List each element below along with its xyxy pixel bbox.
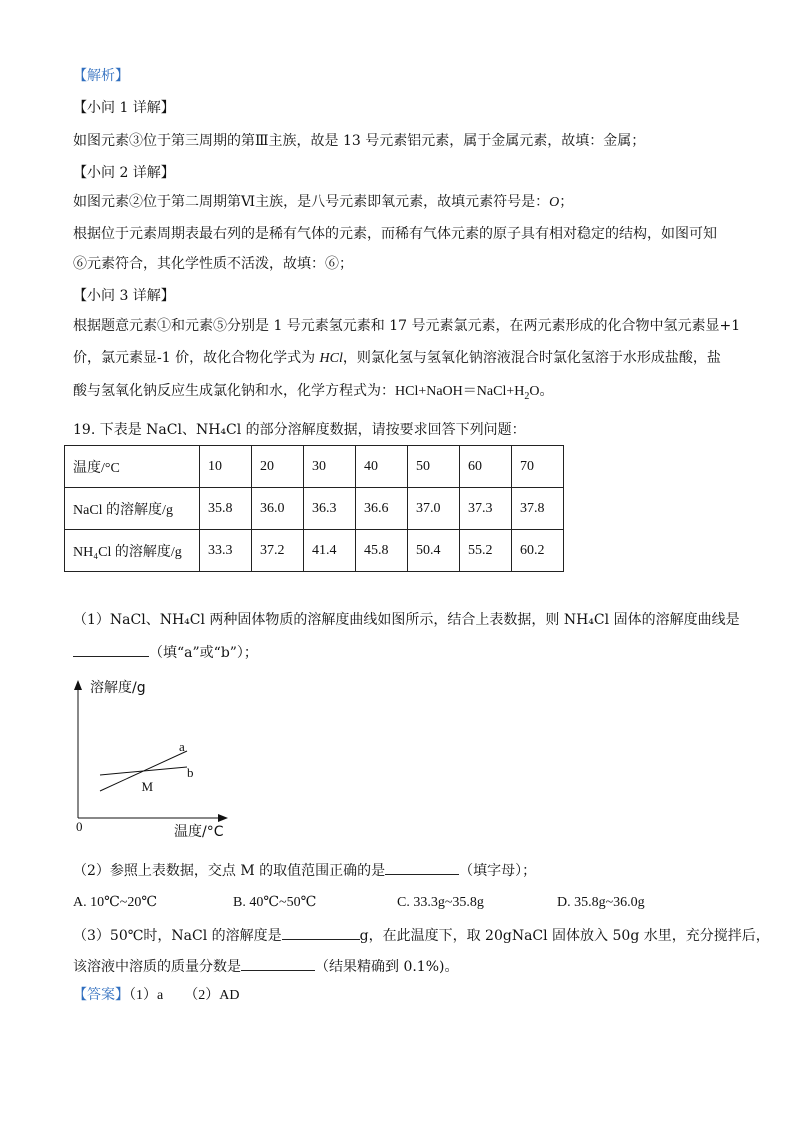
chemical-equation xyxy=(395,384,540,402)
part2-post: （填字母）； xyxy=(459,863,537,879)
table-cell: 50 xyxy=(408,446,460,488)
series-b-label: b xyxy=(187,765,194,780)
answer-text: （1）a （2）AD xyxy=(129,988,240,1003)
part1-line1: （1）NaCl、NH₄Cl 两种固体物质的溶解度曲线如图所示，结合上表数据，则 NH₄Cl 固体的溶解度曲线是 xyxy=(73,612,740,628)
table-cell: 33.3 xyxy=(200,530,252,572)
part3-line1-post: g，在此温度下，取 20gNaCl 固体放入 50g 水里，充分搅拌后， xyxy=(359,928,770,944)
table-cell: 45.8 xyxy=(356,530,408,572)
part1-line2 xyxy=(73,642,258,663)
table-cell: 37.8 xyxy=(512,488,564,530)
part2-options xyxy=(0,893,793,913)
part3-line1-pre: （3）50℃时，NaCl 的溶解度是 xyxy=(73,928,282,944)
q2-line2: 根据位于元素周期表最右列的是稀有气体的元素，而稀有气体元素的原子具有相对稳定的结构，如图可知 xyxy=(73,226,717,242)
table-cell: 36.3 xyxy=(304,488,356,530)
answer-blank[interactable] xyxy=(241,956,315,971)
part1-line2-text: （填“a”或“b”）； xyxy=(149,645,258,661)
option-d: D. 35.8g~36.0g xyxy=(557,895,645,910)
oxygen-symbol: O xyxy=(549,195,560,210)
table-cell: NH₄Cl 的溶解度/g xyxy=(65,530,200,572)
table-cell: 36.0 xyxy=(252,488,304,530)
answer-line xyxy=(73,985,239,1006)
answer-label: 【答案】 xyxy=(73,987,129,1003)
table-cell: NaCl 的溶解度/g xyxy=(65,488,200,530)
q3-line2-pre: 价，氯元素显-1 价，故化合物化学式为 xyxy=(73,350,320,366)
table-cell: 40 xyxy=(356,446,408,488)
table-cell: 50.4 xyxy=(408,530,460,572)
table-cell: 60.2 xyxy=(512,530,564,572)
equation-left: HCl+NaOH＝NaCl+H xyxy=(395,384,525,399)
table-cell: 30 xyxy=(304,446,356,488)
option-c: C. 33.3g~35.8g xyxy=(397,895,484,910)
option-a: A. 10℃~20℃ xyxy=(73,895,158,910)
option-b: B. 40℃~50℃ xyxy=(233,895,317,910)
equation-right: O xyxy=(529,384,540,399)
table-cell: 20 xyxy=(252,446,304,488)
origin-label: 0 xyxy=(76,819,83,834)
table-cell: 36.6 xyxy=(356,488,408,530)
analysis-heading: 【解析】 xyxy=(73,68,129,84)
table-cell: 37.2 xyxy=(252,530,304,572)
q3-line2 xyxy=(73,348,721,369)
table-cell: 55.2 xyxy=(460,530,512,572)
answer-blank[interactable] xyxy=(73,642,149,657)
table-cell: 60 xyxy=(460,446,512,488)
table-cell: 35.8 xyxy=(200,488,252,530)
part3-line2-pre: 该溶液中溶质的质量分数是 xyxy=(73,959,241,975)
answer-blank[interactable] xyxy=(385,860,459,875)
table-row-temperature xyxy=(65,446,564,488)
q2-line3: ⑥元素符合，其化学性质不活泼，故填：⑥； xyxy=(73,256,353,272)
part3-line2 xyxy=(73,956,458,977)
q3-line1: 根据题意元素①和元素⑤分别是 1 号元素氢元素和 17 号元素氯元素，在两元素形成的化合物中氢元素显+1 xyxy=(73,318,741,334)
y-axis-label: 溶解度/g xyxy=(90,680,146,696)
x-axis-arrow xyxy=(218,814,228,822)
answer-blank[interactable] xyxy=(282,925,360,940)
table-cell: 10 xyxy=(200,446,252,488)
table-cell: 70 xyxy=(512,446,564,488)
y-axis-arrow xyxy=(74,680,82,690)
q3-line3 xyxy=(73,381,553,407)
part3-line1 xyxy=(73,925,770,946)
q3-line3-pre: 酸与氢氧化钠反应生成氯化钠和水，化学方程式为： xyxy=(73,383,395,399)
intersection-m-label: M xyxy=(141,779,154,794)
table-cell: 37.0 xyxy=(408,488,460,530)
table-cell: 温度/°C xyxy=(65,446,200,488)
table-row-nh4cl xyxy=(65,530,564,572)
q2-line1-post: ； xyxy=(559,194,574,210)
q3-line2-post: ，则氯化氢与氢氧化钠溶液混合时氯化氢溶于水形成盐酸，盐 xyxy=(342,350,721,366)
curve-b xyxy=(100,767,187,775)
solubility-curve-chart xyxy=(70,676,240,846)
q1-heading: 【小问 1 详解】 xyxy=(73,100,175,116)
q2-heading: 【小问 2 详解】 xyxy=(73,165,175,181)
part3-line2-post: （结果精确到 0.1%)。 xyxy=(315,959,459,975)
question-intro: 19. 下表是 NaCl、NH₄Cl 的部分溶解度数据，请按要求回答下列问题： xyxy=(73,422,526,438)
table-cell: 41.4 xyxy=(304,530,356,572)
solubility-table xyxy=(64,445,564,572)
x-axis-label: 温度/°C xyxy=(174,824,224,840)
hcl-formula: HCl xyxy=(319,351,343,366)
part2-line xyxy=(73,860,536,881)
q1-text: 如图元素③位于第三周期的第Ⅲ主族，故是 13 号元素铝元素，属于金属元素，故填：金属； xyxy=(73,133,646,149)
table-cell: 37.3 xyxy=(460,488,512,530)
q3-line3-post: 。 xyxy=(539,383,554,399)
table-row-nacl xyxy=(65,488,564,530)
equation-subscript: 2 xyxy=(524,390,530,402)
q2-line1-pre: 如图元素②位于第二周期第Ⅵ主族，是八号元素即氧元素，故填元素符号是： xyxy=(73,194,550,210)
q2-line1 xyxy=(73,192,573,213)
part2-pre: （2）参照上表数据，交点 M 的取值范围正确的是 xyxy=(73,863,386,879)
q3-heading: 【小问 3 详解】 xyxy=(73,288,175,304)
series-a-label: a xyxy=(179,739,185,754)
